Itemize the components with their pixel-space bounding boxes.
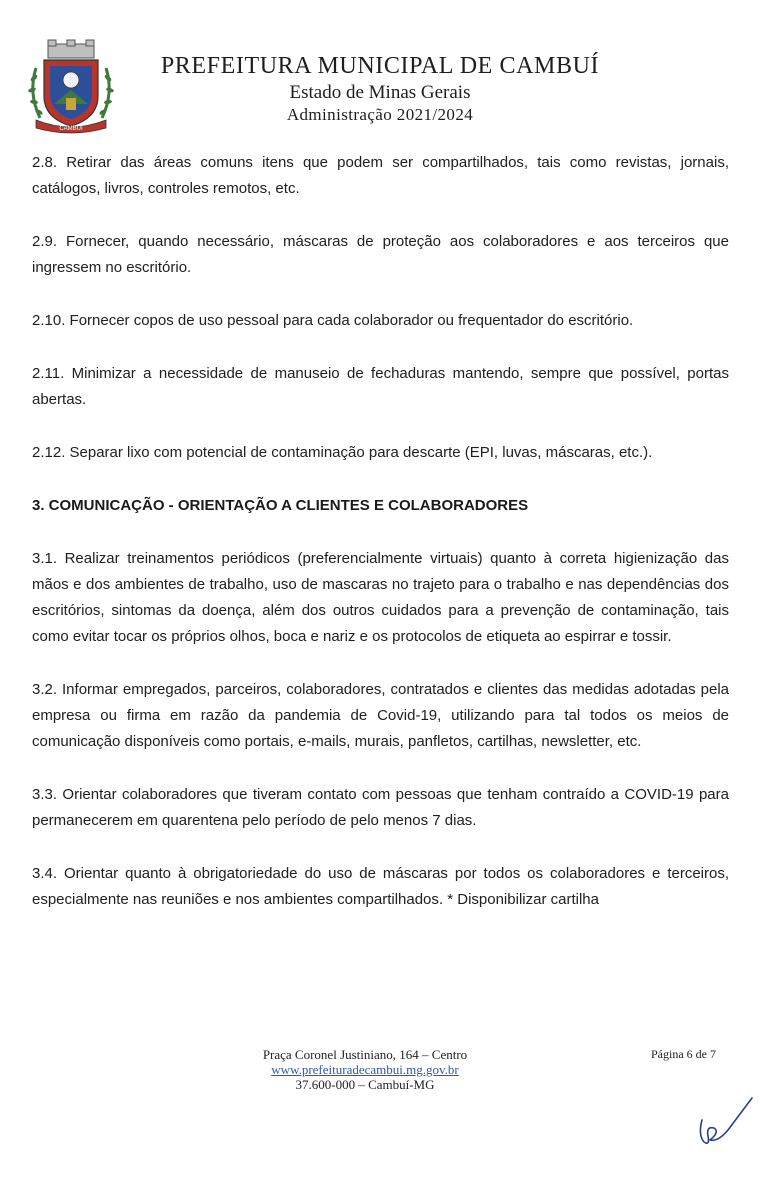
section-3-heading: 3. COMUNICAÇÃO - ORIENTAÇÃO A CLIENTES E COLABORADORES: [32, 497, 529, 514]
paragraph-2-9: 2.9. Fornecer, quando necessário, máscaras de proteção aos colaboradores e aos terceiros que ingressem no escritório.: [32, 233, 729, 276]
paragraph-2-10: 2.10. Fornecer copos de uso pessoal para cada colaborador ou frequentador do escritório.: [32, 312, 634, 329]
document-header: [0, 0, 768, 140]
header-text: [130, 52, 630, 125]
handwritten-signature-icon: [688, 1080, 758, 1150]
paragraph-2-12: 2.12. Separar lixo com potencial de contaminação para descarte (EPI, luvas, máscaras, etc.).: [32, 444, 653, 461]
municipality-title: PREFEITURA MUNICIPAL DE CAMBUÍ: [160, 53, 600, 79]
paragraph-3-1: 3.1. Realizar treinamentos periódicos (preferencialmente virtuais) quanto à correta higienização das mãos e dos ambientes de trabalho, uso de mascaras no trajeto para o trabalho e nas dependências dos escritórios, sintomas da doença, além dos outros cuidados para a prevenção de contaminação, tais como evitar tocar os próprios olhos, boca e nariz e os protocolos de etiqueta ao espirrar e tossir.: [32, 550, 729, 645]
page-number: Página 6 de 7: [651, 1047, 716, 1061]
administration-period: Administração 2021/2024: [286, 105, 474, 124]
document-body: [32, 150, 729, 940]
paragraph-3-4: 3.4. Orientar quanto à obrigatoriedade do uso de máscaras por todos os colaboradores e terceiros, especialmente nas reuniões e nos ambientes compartilhados. * Disponibilizar cartilha: [32, 865, 729, 908]
footer-postal: 37.600-000 – Cambuí-MG: [295, 1077, 435, 1092]
crest-label: CAMBUÍ: [59, 126, 83, 132]
paragraph-3-3: 3.3. Orientar colaboradores que tiveram contato com pessoas que tenham contraído a COVID-19 para permanecerem em quarentena pelo período de pelo menos 7 dias.: [32, 786, 729, 829]
footer-address: Praça Coronel Justiniano, 164 – Centro: [262, 1047, 468, 1062]
municipal-crest-icon: [26, 38, 116, 134]
paragraph-2-11: 2.11. Minimizar a necessidade de manuseio de fechaduras mantendo, sempre que possível, portas abertas.: [32, 365, 729, 408]
paragraph-3-2: 3.2. Informar empregados, parceiros, colaboradores, contratados e clientes das medidas adotadas pela empresa ou firma em razão da pandemia de Covid-19, utilizando para tal todos os meios de comunicação disponíveis como portais, e-mails, murais, panfletos, cartilhas, newsletter, etc.: [32, 681, 729, 750]
footer-address-block: [200, 1047, 530, 1092]
state-name: Estado de Minas Gerais: [289, 82, 471, 103]
footer-website-link[interactable]: www.prefeituradecambui.mg.gov.br: [271, 1062, 459, 1077]
paragraph-2-8: 2.8. Retirar das áreas comuns itens que podem ser compartilhados, tais como revistas, jornais, catálogos, livros, controles remotos, etc.: [32, 154, 729, 197]
